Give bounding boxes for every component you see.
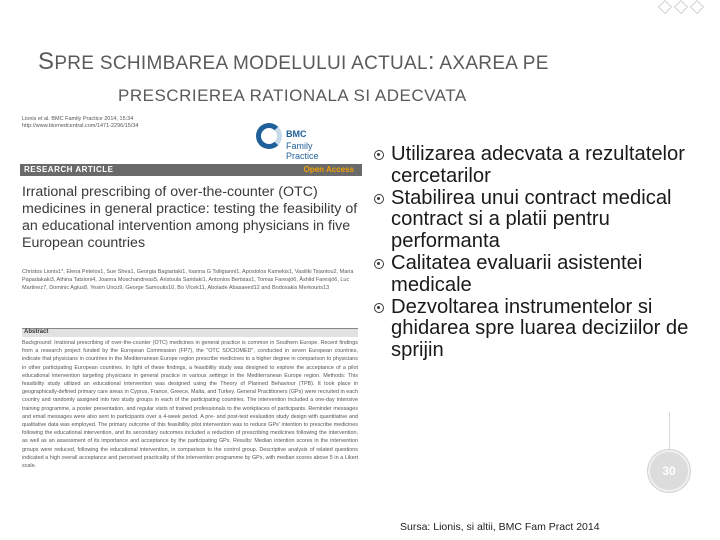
page-number: 30 [648, 450, 690, 492]
citation-line2: http://www.biomedcentral.com/1471-2296/15/34 [22, 123, 139, 129]
bullet-item [368, 144, 698, 188]
bullet-item [368, 297, 698, 362]
bmc-logo-icon [256, 123, 282, 149]
article-citation [22, 116, 139, 130]
decorative-diamond [690, 0, 704, 14]
bullet-icon [374, 303, 384, 313]
bullet-item [368, 253, 698, 297]
slide-title-line2: PRESCRIEREA RATIONALA SI ADECVATA [118, 86, 467, 105]
logo-text-bmc: BMC [286, 129, 307, 139]
abstract-text: Background: Irrational prescribing of over-the-counter (OTC) medicines in general practice is common in Southern Europe. Recent findings from a research project funded by the European Commission (FP7), the "OTC SOCIOMED", conducted in seven European countries, indicate that physicians in countries in the Mediterranean Europe region prescribe medicines to a higher degree in comparison to physicians in other participating European countries. In light of these findings, a feasibility study was designed to explore the acceptance of a pilot educational intervention targeting physicians in general practice in various settings in the Mediterranean Europe region. Methods: This feasibility study utilized an educational intervention was designed using the Theory of Planned Behaviour (TPB). It took place in geographically-defined primary care areas in Cyprus, France, Greece, Malta, and Turkey. General Practitioners (GPs) were recruited in each country and randomly assigned into two study groups in each of the participating countries. The intervention included a one-day intensive training programme, a poster presentation, and regular visits of trained professionals to the workplaces of participants. Reminder messages and email messages were also sent to participants over a 4-week period. A pre- and post-test evaluation study design with quantitative and qualitative data was employed. The primary outcome of this feasibility pilot intervention was to reduce GPs' intention to prescribe medicines following the educational intervention, and its secondary outcomes included a reduction of prescribing medicines following the intervention, as well as an assessment of its importance and acceptance by the participating GPs. Results: Median intention scores in the intervention groups were reduced, following the educational intervention, in comparison to the control group. Descriptive analysis of related questions indicated a high overall acceptance and perceived practicality of the intervention programme by GPs, with median scores above 5 in a Likert scale. [22, 340, 358, 470]
bullet-icon [374, 194, 384, 204]
decorative-diamond [674, 0, 688, 14]
source-caption: Sursa: Lionis, si altii, BMC Fam Pract 2014 [400, 521, 600, 533]
title-colon: : [427, 48, 435, 75]
logo-text-journal: Family Practice [286, 141, 319, 161]
abstract-heading-bar [22, 328, 358, 337]
bullet-text: Utilizarea adecvata a rezultatelor cercetarilor [391, 143, 685, 187]
journal-logo [256, 121, 346, 161]
title-line1-text: PRE SCHIMBAREA MODELULUI ACTUAL [54, 53, 428, 74]
article-banner [20, 164, 362, 176]
bullet-text: Dezvoltarea instrumentelor si ghidarea spre luarea deciziilor de sprijin [391, 295, 689, 362]
article-screenshot [20, 113, 362, 518]
bullet-item [368, 188, 698, 253]
banner-article-type: RESEARCH ARTICLE [24, 165, 114, 174]
title-initial: S [38, 48, 55, 75]
article-title: Irrational prescribing of over-the-counter (OTC) medicines in general practice: testing the feasibility of an educational intervention among physicians in five European countries [22, 184, 358, 251]
bullet-icon [374, 259, 384, 269]
bullet-list [368, 144, 698, 362]
article-authors: Christos Lionis1*, Elena Petelos1, Sue Shea1, Georgia Bagiartaki1, Ioanna G Tsiligianni1, Apostolos Kamekis1, Vasiliki Tsiantou2, Maria Papadakaki3, Athina Tatsioni4, Joanna Moschandreas5, Aristoula Saridaki1, Antonios Bertsias1, Tomas Faresjö6, Åshild Faresjö6, Luc Martinez7, Dominic Agius8, Yesim Uncu9, George Samoutis10, Bo Vlcek11, Abolade Abasaeed12 and Bodosakis Merkouris13 [22, 269, 354, 292]
bullet-icon [374, 150, 384, 160]
banner-open-access: Open Access [303, 165, 354, 174]
title-line1-tail: AXAREA PE [434, 53, 549, 74]
citation-line1: Lionis et al. BMC Family Practice 2014, 15:34 [22, 116, 134, 122]
slide-title-line1 [38, 48, 549, 76]
decorative-diamond [658, 0, 672, 14]
bullet-text: Calitatea evaluarii asistentei medicale [391, 251, 643, 296]
abstract-heading: Abstract [24, 329, 49, 335]
bullet-text: Stabilirea unui contract medical contract si a platii pentru performanta [391, 186, 672, 253]
